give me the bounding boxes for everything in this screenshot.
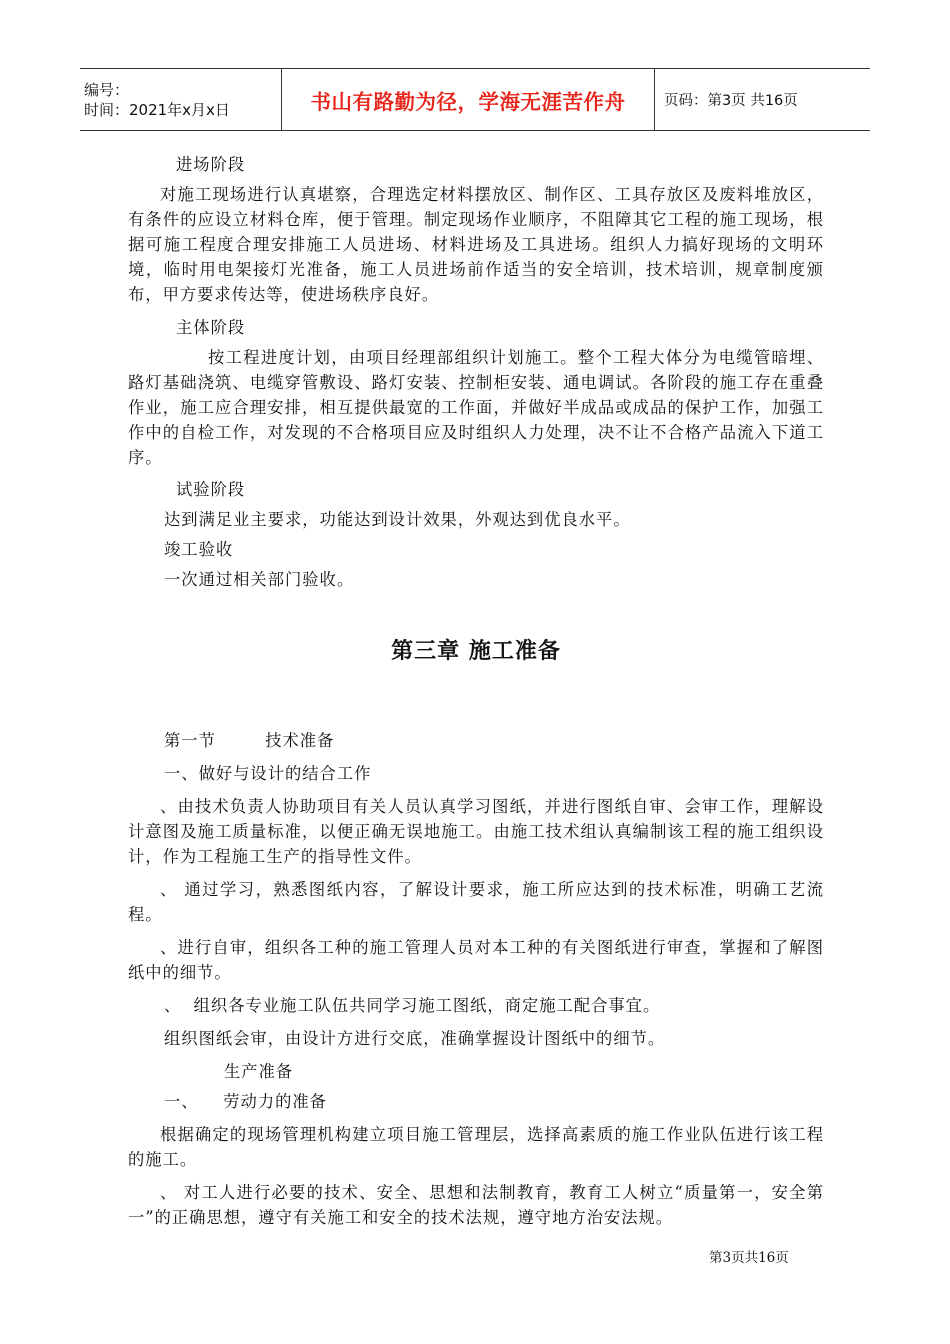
item-heading: 一、做好与设计的结合工作 — [164, 764, 372, 783]
motto-text: 书山有路勤为径，学海无涯苦作舟 — [310, 89, 626, 114]
header-info-cell — [80, 69, 282, 130]
item-paragraph-1: 、由技术负责人协助项目有关人员认真学习图纸，并进行图纸自审、会审工作，理解设计意图及施工质量标准，以便正确无误地施工。由施工技术组认真编制该工程的施工组织设计，作为工程施工生产的指导性文件。 — [128, 797, 824, 866]
chapter-title: 第三章 施工准备 — [391, 639, 561, 664]
document-body — [128, 152, 824, 1230]
page-header — [80, 68, 870, 131]
entry-paragraph: 对施工现场进行认真堪察，合理选定材料摆放区、制作区、工具存放区及废料堆放区，有条件的应设立材料仓库，便于管理。制定现场作业顺序，不阻障其它工程的施工现场，根据可施工程度合理安排施工人员进场、材料进场及工具进场。组织人力搞好现场的文明环境，临时用电架接灯光准备，施工人员进场前作适当的安全培训，技术培训，规章制度颁布，甲方要求传达等，使进场秩序良好。 — [128, 185, 824, 304]
header-motto-cell — [282, 69, 655, 130]
acceptance-heading: 竣工验收 — [164, 540, 234, 559]
item-paragraph-5: 组织图纸会审，由设计方进行交底，准确掌握设计图纸中的细节。 — [164, 1029, 666, 1048]
page-footer: 第3页共16页 — [709, 1250, 789, 1266]
item-paragraph-3: 、进行自审，组织各工种的施工管理人员对本工种的有关图纸进行审查，掌握和了解图纸中的细节。 — [128, 938, 824, 982]
entry-heading: 进场阶段 — [176, 155, 246, 174]
labor-heading: 一、 劳动力的准备 — [164, 1092, 327, 1111]
header-page-cell — [655, 69, 870, 130]
acceptance-paragraph: 一次通过相关部门验收。 — [164, 570, 355, 589]
test-heading: 试验阶段 — [176, 480, 246, 499]
main-heading: 主体阶段 — [176, 318, 246, 337]
item-paragraph-2: 、 通过学习，熟悉图纸内容，了解设计要求，施工所应达到的技术标准，明确工艺流程。 — [128, 880, 824, 924]
test-paragraph: 达到满足业主要求，功能达到设计效果，外观达到优良水平。 — [164, 510, 631, 529]
section-title: 第一节 技术准备 — [164, 731, 335, 750]
time-label: 时间：2021年x月x日 — [84, 100, 230, 119]
main-paragraph: 按工程进度计划，由项目经理部组织计划施工。整个工程大体分为电缆管暗埋、路灯基础浇筑、电缆穿管敷设、路灯安装、控制柜安装、通电调试。各阶段的施工存在重叠作业，施工应合理安排，相互提供最宽的工作面，并做好半成品或成品的保护工作，加强工作中的自检工作，对发现的不合格项目应及时组织人力处理，决不让不合格产品流入下道工序。 — [128, 348, 824, 467]
education-paragraph: 、 对工人进行必要的技术、安全、思想和法制教育，教育工人树立“质量第一，安全第一”的正确思想，遵守有关施工和安全的技术法规，遵守地方治安法规。 — [128, 1183, 824, 1227]
production-heading: 生产准备 — [224, 1062, 294, 1081]
item-paragraph-4: 、 组织各专业施工队伍共同学习施工图纸，商定施工配合事宜。 — [164, 996, 661, 1015]
number-label: 编号： — [84, 80, 130, 99]
page-number-label: 页码：第3页 共16页 — [664, 93, 798, 109]
labor-paragraph: 根据确定的现场管理机构建立项目施工管理层，选择高素质的施工作业队伍进行该工程的施工。 — [128, 1125, 824, 1169]
